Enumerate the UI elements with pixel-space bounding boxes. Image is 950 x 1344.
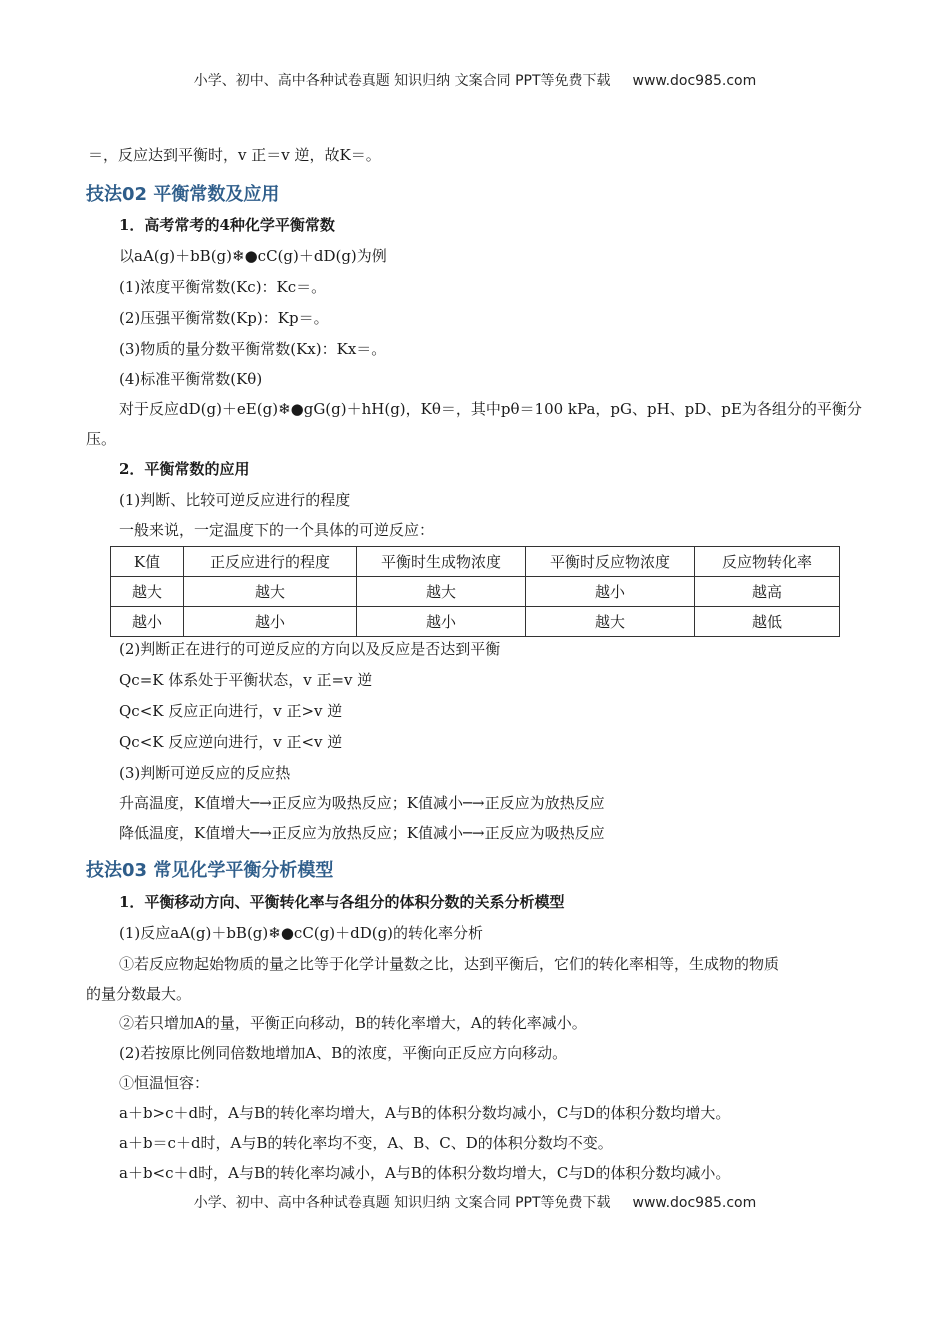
- text-line: (3)物质的量分数平衡常数(Kx)：Kx＝。: [119, 340, 387, 358]
- footer-url[interactable]: www.doc985.com: [632, 1195, 757, 1211]
- text-line: ①恒温恒容：: [119, 1074, 210, 1092]
- text-line: (2)若按原比例同倍数地增加A、B的浓度，平衡向正反应方向移动。: [119, 1044, 568, 1062]
- table-header-cell: K值: [111, 547, 184, 577]
- text-line: ＝，反应达到平衡时，v 正＝v 逆，故K＝。: [88, 146, 381, 164]
- text-line: (2)压强平衡常数(Kp)：Kp＝。: [119, 309, 329, 327]
- table-cell: 越小: [111, 607, 184, 637]
- table-header-row: [111, 547, 840, 577]
- table-cell: 越大: [184, 577, 357, 607]
- table-row: [111, 577, 840, 607]
- text-line: a＋b>c＋d时，A与B的转化率均增大，A与B的体积分数均减小，C与D的体积分数均增大。: [119, 1104, 731, 1122]
- text-line: ①若反应物起始物质的量之比等于化学计量数之比，达到平衡后，它们的转化率相等，生成物的物质: [119, 955, 780, 973]
- table-cell: 越大: [111, 577, 184, 607]
- table-cell: 越高: [695, 577, 840, 607]
- header-text: 小学、初中、高中各种试卷真题 知识归纳 文案合同 PPT等免费下载: [193, 73, 611, 89]
- table-cell: 越大: [526, 607, 695, 637]
- table-cell: 越低: [695, 607, 840, 637]
- page-header: [0, 70, 950, 90]
- table-row: [111, 607, 840, 637]
- text-line: Qc<K 反应正向进行，v 正>v 逆: [119, 702, 343, 720]
- text-line: a＋b＝c＋d时，A与B的转化率均不变，A、B、C、D的体积分数均不变。: [119, 1134, 613, 1152]
- text-line: 降低温度，K值增大─→正反应为放热反应；K值减小─→正反应为吸热反应: [119, 824, 605, 842]
- text-line: 的量分数最大。: [86, 985, 192, 1003]
- text-line: (2)判断正在进行的可逆反应的方向以及反应是否达到平衡: [119, 640, 501, 658]
- text-line: Qc<K 反应逆向进行，v 正<v 逆: [119, 733, 343, 751]
- table-cell: 越小: [184, 607, 357, 637]
- subsection-heading: 1．高考常考的4种化学平衡常数: [119, 216, 335, 234]
- text-line: a＋b<c＋d时，A与B的转化率均减小，A与B的体积分数均增大，C与D的体积分数均减小。: [119, 1164, 731, 1182]
- section-heading: 技法02 平衡常数及应用: [86, 184, 280, 205]
- table-header-cell: 反应物转化率: [695, 547, 840, 577]
- text-line: 以aA(g)＋bB(g)❄●cC(g)＋dD(g)为例: [119, 247, 387, 265]
- text-line: (4)标准平衡常数(Kθ): [119, 370, 263, 388]
- section-heading: 技法03 常见化学平衡分析模型: [86, 860, 334, 881]
- text-line: ②若只增加A的量，平衡正向移动，B的转化率增大，A的转化率减小。: [119, 1014, 587, 1032]
- subsection-heading: 2．平衡常数的应用: [119, 460, 250, 478]
- text-line: 对于反应dD(g)＋eE(g)❄●gG(g)＋hH(g)，Kθ＝，其中pθ＝100 kPa，pG、pH、pD、pE为各组分的平衡分: [119, 400, 862, 418]
- text-line: 升高温度，K值增大─→正反应为吸热反应；K值减小─→正反应为放热反应: [119, 794, 605, 812]
- table-header-cell: 平衡时生成物浓度: [357, 547, 526, 577]
- table-cell: 越小: [526, 577, 695, 607]
- text-line: 一般来说，一定温度下的一个具体的可逆反应：: [119, 521, 435, 539]
- text-line: (1)浓度平衡常数(Kc)：Kc＝。: [119, 278, 327, 296]
- table-cell: 越小: [357, 607, 526, 637]
- page-footer: [0, 1192, 950, 1212]
- text-line: (1)判断、比较可逆反应进行的程度: [119, 491, 351, 509]
- text-line: 压。: [86, 430, 117, 448]
- table-header-cell: 平衡时反应物浓度: [526, 547, 695, 577]
- subsection-heading: 1．平衡移动方向、平衡转化率与各组分的体积分数的关系分析模型: [119, 893, 565, 911]
- text-line: (1)反应aA(g)＋bB(g)❄●cC(g)＋dD(g)的转化率分析: [119, 924, 484, 942]
- header-url[interactable]: www.doc985.com: [632, 73, 757, 89]
- table-cell: 越大: [357, 577, 526, 607]
- footer-text: 小学、初中、高中各种试卷真题 知识归纳 文案合同 PPT等免费下载: [193, 1195, 611, 1211]
- text-line: Qc=K 体系处于平衡状态，v 正=v 逆: [119, 671, 373, 689]
- text-line: (3)判断可逆反应的反应热: [119, 764, 291, 782]
- table-header-cell: 正反应进行的程度: [184, 547, 357, 577]
- k-value-table: [110, 546, 840, 637]
